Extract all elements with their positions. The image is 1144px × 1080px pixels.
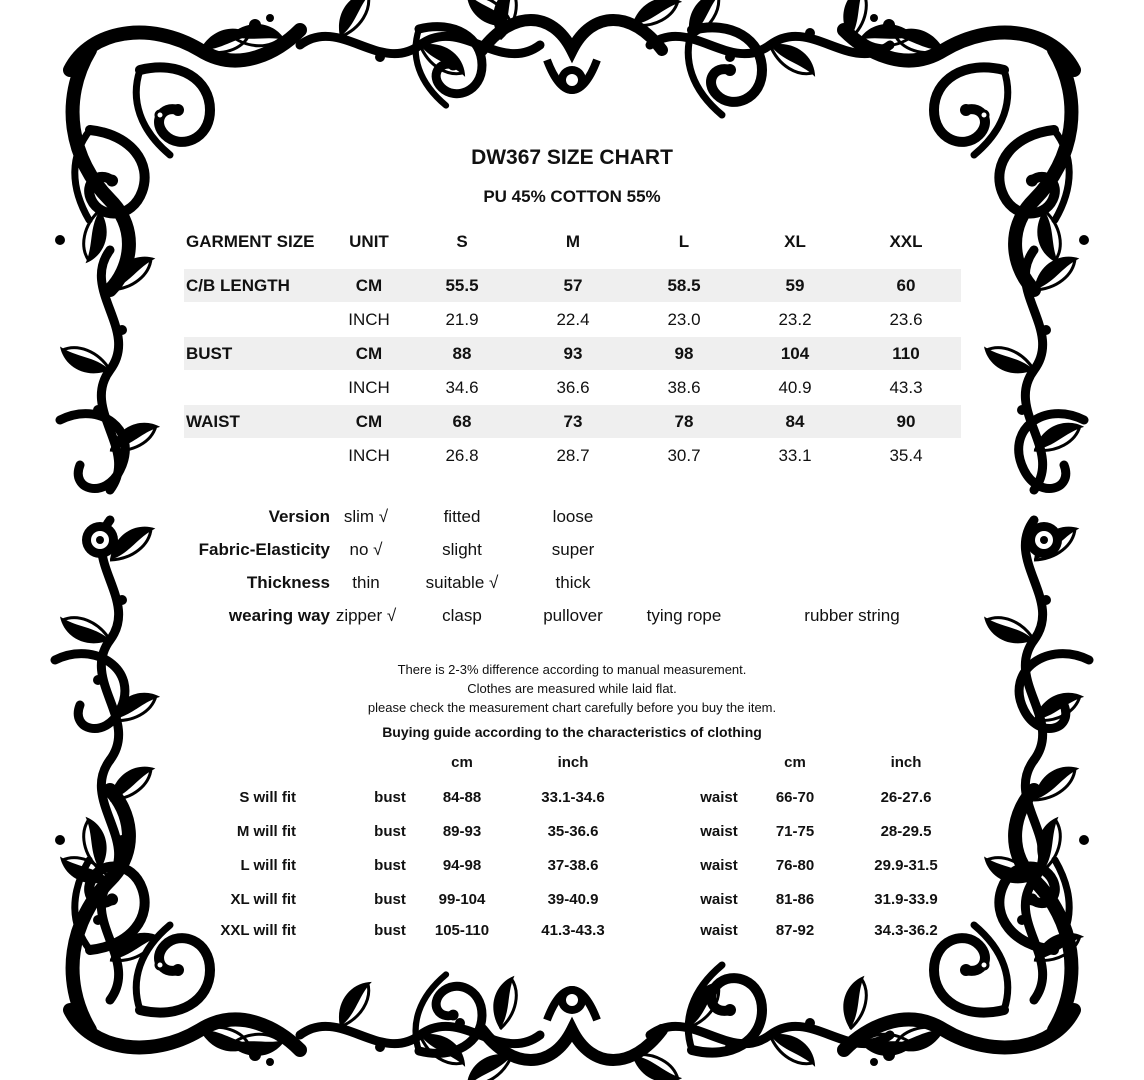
table-header-size: XXL	[889, 232, 923, 251]
table-cell: 28.7	[556, 446, 590, 465]
table-cell: 98	[674, 344, 694, 363]
table-cell: 26.8	[445, 446, 479, 465]
guide-cell: 33.1-34.6	[541, 789, 605, 806]
guide-cell: 28-29.5	[880, 823, 932, 840]
table-cell: 90	[896, 412, 916, 431]
guide-measure-label: waist	[700, 922, 738, 939]
attribute-label-version: Version	[268, 507, 330, 526]
table-cell: 93	[563, 344, 583, 363]
buying-guide-title: Buying guide according to the characteristics of clothing	[382, 724, 762, 740]
guide-measure-label: bust	[374, 922, 406, 939]
guide-fit-label: XL will fit	[230, 891, 296, 908]
table-cell: 23.2	[778, 310, 812, 329]
guide-cell: 39-40.9	[547, 891, 599, 908]
table-cell: 33.1	[778, 446, 812, 465]
attribute-option: tying rope	[646, 606, 722, 625]
guide-header-waist-cm: cm	[784, 754, 806, 771]
attribute-label-fabric-elasticity: Fabric-Elasticity	[198, 540, 330, 559]
guide-cell: 81-86	[775, 891, 815, 908]
note-line: There is 2-3% difference according to manual measurement.	[397, 662, 747, 677]
table-header-size: S	[456, 232, 468, 251]
attribute-label-wearing-way: wearing way	[228, 606, 330, 625]
attribute-option: thick	[555, 573, 591, 592]
row-unit: CM	[355, 344, 383, 363]
note-line: please check the measurement chart carefully before you buy the item.	[367, 700, 777, 715]
attribute-option: pullover	[543, 606, 603, 625]
guide-measure-label: waist	[700, 857, 738, 874]
row-unit: INCH	[348, 310, 390, 329]
guide-cell: 71-75	[775, 823, 815, 840]
guide-measure-label: waist	[700, 789, 738, 806]
guide-measure-label: bust	[374, 789, 406, 806]
guide-cell: 99-104	[438, 891, 486, 908]
row-label: C/B LENGTH	[186, 276, 290, 295]
guide-cell: 89-93	[442, 823, 482, 840]
guide-cell: 66-70	[775, 789, 815, 806]
table-cell: 68	[452, 412, 472, 431]
guide-cell: 29.9-31.5	[874, 857, 938, 874]
attribute-option: clasp	[442, 606, 482, 625]
table-header-size: XL	[784, 232, 806, 251]
attribute-option: zipper √	[335, 606, 397, 625]
table-header-size: M	[565, 232, 581, 251]
guide-fit-label: L will fit	[240, 857, 296, 874]
table-cell: 73	[563, 412, 583, 431]
guide-cell: 31.9-33.9	[874, 891, 938, 908]
attribute-option: slight	[442, 540, 482, 559]
row-unit: CM	[355, 412, 383, 431]
table-cell: 36.6	[556, 378, 590, 397]
guide-cell: 87-92	[775, 922, 815, 939]
attribute-option: rubber string	[804, 606, 900, 625]
attribute-option: slim √	[343, 507, 389, 526]
table-cell: 57	[563, 276, 583, 295]
guide-cell: 37-38.6	[547, 857, 599, 874]
table-cell: 104	[780, 344, 810, 363]
table-cell: 58.5	[667, 276, 701, 295]
table-cell: 30.7	[667, 446, 701, 465]
table-cell: 60	[896, 276, 916, 295]
guide-cell: 94-98	[442, 857, 482, 874]
attribute-option: no √	[349, 540, 383, 559]
attribute-option: suitable √	[425, 573, 499, 592]
table-header-unit: UNIT	[349, 232, 389, 251]
table-cell: 23.0	[667, 310, 701, 329]
table-cell: 78	[674, 412, 694, 431]
guide-header-waist-inch: inch	[890, 754, 922, 771]
table-cell: 43.3	[889, 378, 923, 397]
page-title: DW367 SIZE CHART	[471, 146, 673, 169]
guide-measure-label: bust	[374, 891, 406, 908]
guide-cell: 34.3-36.2	[874, 922, 938, 939]
table-cell: 40.9	[778, 378, 812, 397]
row-unit: INCH	[348, 378, 390, 397]
row-label: BUST	[186, 344, 233, 363]
guide-measure-label: waist	[700, 891, 738, 908]
table-cell: 110	[892, 344, 920, 363]
table-cell: 35.4	[889, 446, 923, 465]
table-cell: 34.6	[445, 378, 479, 397]
attribute-option: fitted	[443, 507, 481, 526]
row-label: WAIST	[186, 412, 240, 431]
row-unit: CM	[355, 276, 383, 295]
note-line: Clothes are measured while laid flat.	[467, 681, 677, 696]
guide-fit-label: S will fit	[239, 789, 296, 806]
guide-fit-label: XXL will fit	[220, 922, 296, 939]
material-composition: PU 45% COTTON 55%	[483, 187, 661, 206]
guide-header-bust-cm: cm	[451, 754, 473, 771]
table-cell: 23.6	[889, 310, 923, 329]
guide-fit-label: M will fit	[236, 823, 296, 840]
table-header-garment-size: GARMENT SIZE	[186, 232, 315, 251]
guide-cell: 26-27.6	[880, 789, 932, 806]
table-cell: 55.5	[445, 276, 479, 295]
guide-measure-label: bust	[374, 823, 406, 840]
guide-header-bust-inch: inch	[557, 754, 589, 771]
attribute-option: loose	[552, 507, 594, 526]
table-cell: 84	[785, 412, 805, 431]
table-cell: 88	[452, 344, 472, 363]
table-header-size: L	[678, 232, 690, 251]
guide-cell: 84-88	[442, 789, 482, 806]
guide-cell: 41.3-43.3	[541, 922, 605, 939]
guide-cell: 35-36.6	[547, 823, 599, 840]
guide-cell: 76-80	[775, 857, 815, 874]
attribute-label-thickness: Thickness	[246, 573, 330, 592]
table-cell: 38.6	[667, 378, 701, 397]
table-cell: 22.4	[556, 310, 590, 329]
table-cell: 59	[785, 276, 805, 295]
row-unit: INCH	[348, 446, 390, 465]
attribute-option: thin	[352, 573, 380, 592]
table-cell: 21.9	[445, 310, 479, 329]
guide-measure-label: bust	[374, 857, 406, 874]
guide-measure-label: waist	[700, 823, 738, 840]
attribute-option: super	[551, 540, 595, 559]
guide-cell: 105-110	[434, 922, 490, 939]
